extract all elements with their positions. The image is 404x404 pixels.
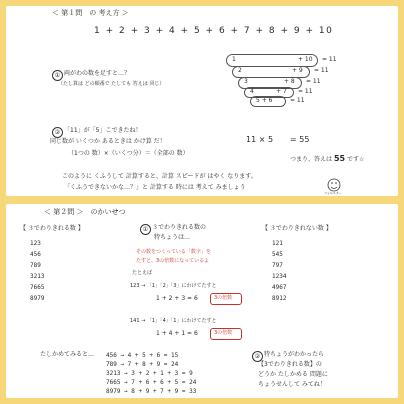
- pair-right: + 9: [292, 67, 303, 74]
- check-item: 789 → 7 + 8 + 9 = 24: [106, 361, 179, 368]
- pair-right: + 8: [284, 78, 295, 85]
- note-line1: このように くふうして 計算すると、計算 スピードが はやく なります。: [62, 173, 257, 180]
- example-1-sum: 1 + 2 + 3 = 6: [156, 295, 198, 302]
- list-item: 121: [272, 240, 283, 247]
- p1-title: ＜ 第１問 の 考え方 ＞: [52, 9, 129, 17]
- signature: フォルスター: [324, 191, 342, 195]
- example-1: 123 → 「1」「2」「3」にわけてたすと: [130, 283, 217, 289]
- mid-red-line2: たすと、3の倍数になっているよ: [136, 258, 210, 264]
- check-item: 3213 → 3 + 2 + 1 + 3 = 9: [106, 370, 193, 377]
- panel-problem-2: [6, 204, 398, 398]
- list-item: 456: [30, 251, 41, 258]
- calc-left: 11 × 5: [246, 135, 274, 144]
- list-item: 8912: [272, 295, 287, 302]
- example-2-sum: 1 + 4 + 1 = 6: [156, 330, 198, 337]
- smiley-icon: [6, 6, 398, 196]
- list-item: 789: [30, 262, 41, 269]
- pair-left: 2: [238, 67, 242, 74]
- list-item: 123: [30, 240, 41, 247]
- list-item: 545: [272, 251, 283, 258]
- step1-line2: （たし算は どの順番で たしても 答えは 同じ）: [58, 81, 165, 87]
- list-item: 8979: [30, 295, 45, 302]
- step2-number: ②: [52, 127, 63, 138]
- check-label: たしかめてみると…: [40, 351, 95, 358]
- pair-left: 5 + 6: [256, 97, 273, 104]
- note-line2: 「くふうできないかな…？」と 計算する 時には 考えて みましょう: [64, 184, 246, 191]
- p1-equation: 1 + 2 + 3 + 4 + 5 + 6 + 7 + 8 + 9 + 10: [94, 26, 334, 36]
- pair-sum: = 11: [306, 78, 321, 85]
- answer-prefix: つまり、答えは: [290, 156, 333, 163]
- list-item: 797: [272, 262, 283, 269]
- example-2: 141 → 「1」「4」「1」にわけてたすと: [130, 318, 217, 324]
- mid-number: ①: [140, 224, 151, 235]
- step1-number: ①: [52, 70, 63, 81]
- right-heading: 【 ３でわりきれない数 】: [262, 225, 332, 232]
- mid-line2: 特ちょうは…: [154, 234, 191, 241]
- check-item: 456 → 4 + 5 + 6 = 15: [106, 352, 179, 359]
- bottom-right-number: ②: [252, 351, 263, 362]
- pair-sum: = 11: [290, 97, 305, 104]
- example-2-tag: [210, 328, 242, 340]
- panel-problem-1: [6, 6, 398, 196]
- left-heading: 【 ３でわりきれる数 】: [20, 225, 84, 232]
- list-item: 1234: [272, 273, 287, 280]
- calc-result: = 55: [290, 135, 310, 144]
- step2-line1: 「11」が「5」こできたね！: [64, 127, 142, 134]
- non-divisible-list: [272, 238, 286, 304]
- pair-sum: = 11: [322, 56, 337, 63]
- step2-line3: （1つの 数）×（いくつ分）＝（全部の 数）: [68, 150, 189, 157]
- bottom-right-line2: 【3でわりきれる数】の: [258, 361, 322, 368]
- answer-value: 55: [333, 154, 346, 163]
- check-item: 8979 → 8 + 9 + 7 + 9 = 33: [106, 388, 197, 395]
- p2-title: ＜ 第２問 ＞ のかいせつ: [44, 208, 126, 216]
- pair-sum: = 11: [298, 88, 313, 95]
- mid-example-label: たとえば: [132, 270, 153, 276]
- list-item: 3213: [30, 273, 45, 280]
- tag-text: 3の倍数: [214, 295, 233, 301]
- check-list: [106, 351, 196, 396]
- tag-text: 3の倍数: [214, 330, 233, 336]
- pair-right: + 10: [298, 56, 313, 63]
- pair-left: 4: [250, 88, 254, 95]
- answer-suffix: です☆: [347, 156, 365, 163]
- bottom-right-line4: ちょうせんして みてね！: [258, 381, 326, 388]
- mid-red-line1: その数をつくっている「数字」を: [136, 249, 211, 255]
- mid-line1: ３でわりきれる数の: [152, 224, 207, 231]
- example-1-tag: [210, 293, 242, 305]
- list-item: 4967: [272, 284, 287, 291]
- pair-left: 1: [232, 56, 236, 63]
- bottom-right-line3: どうか たしかめる 問題に: [258, 371, 328, 378]
- pair-sum: = 11: [314, 67, 329, 74]
- bottom-right-line1: 特ちょうがわかったら: [264, 351, 325, 358]
- pair-right: + 7: [276, 88, 287, 95]
- divisible-list: [30, 238, 44, 304]
- check-item: 7665 → 7 + 6 + 6 + 5 = 24: [106, 379, 197, 386]
- pair-left: 3: [244, 78, 248, 85]
- list-item: 7665: [30, 284, 45, 291]
- step2-line2: 同じ数が いくつか あるときは かけ算 だ！: [50, 138, 166, 145]
- step1-line1: 両がわの数を足すと…？: [64, 70, 131, 77]
